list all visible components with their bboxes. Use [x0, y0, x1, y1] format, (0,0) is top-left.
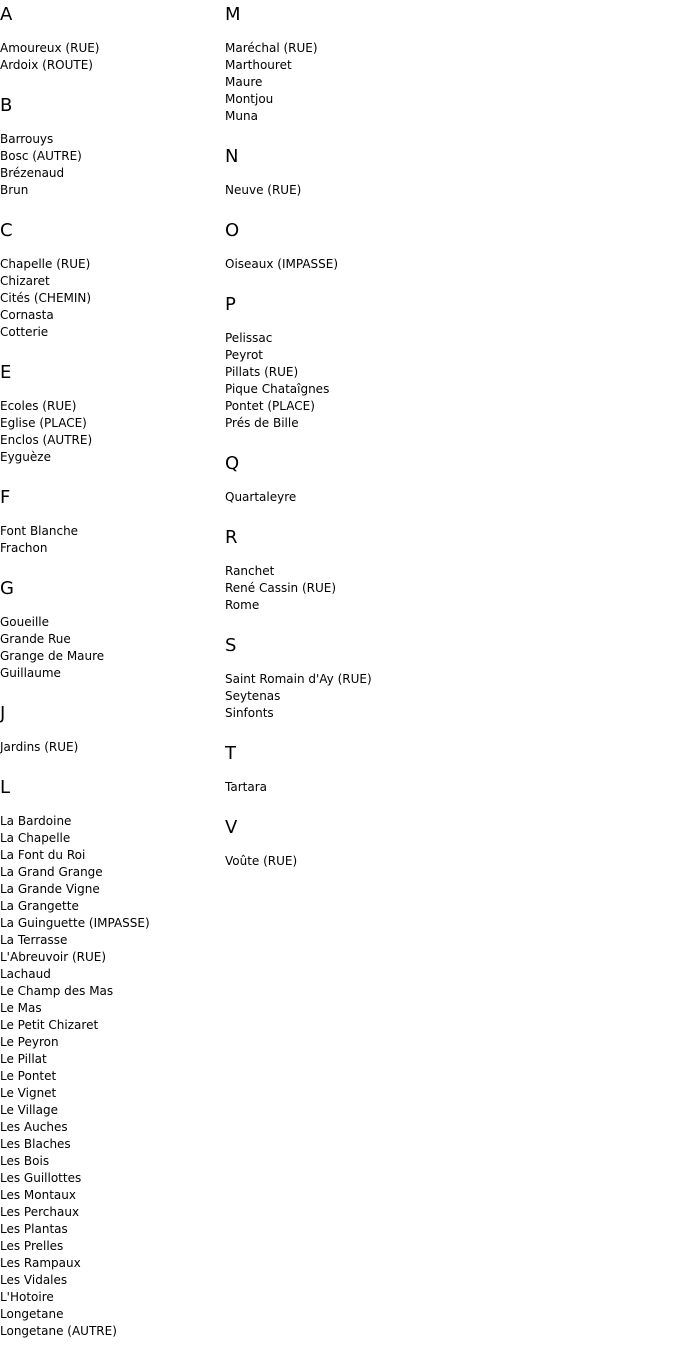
street-list	[0, 398, 225, 466]
street-item: Eglise (PLACE)	[0, 416, 87, 430]
street-item: Pelissac	[225, 331, 273, 345]
street-list	[225, 779, 675, 796]
street-item: Les Perchaux	[0, 1205, 80, 1219]
street-item: Oiseaux (IMPASSE)	[225, 257, 339, 271]
street-item: Maréchal (RUE)	[225, 41, 318, 55]
letter-heading: T	[225, 743, 236, 764]
street-item: L'Hotoire	[0, 1290, 54, 1304]
street-item: Pontet (PLACE)	[225, 399, 315, 413]
street-item: Les Rampaux	[0, 1256, 81, 1270]
street-item: Grange de Maure	[0, 649, 105, 663]
letter-section-p	[225, 290, 675, 432]
street-list	[0, 614, 225, 682]
street-item: Ecoles (RUE)	[0, 399, 77, 413]
street-item: Brézenaud	[0, 166, 65, 180]
street-item: Rome	[225, 598, 260, 612]
street-list	[225, 563, 675, 614]
letter-heading: J	[0, 703, 6, 724]
street-item: La Bardoine	[0, 814, 72, 828]
street-item: Cotterie	[0, 325, 49, 339]
letter-section-o	[225, 216, 675, 273]
street-item: Prés de Bille	[225, 416, 299, 430]
street-item: Neuve (RUE)	[225, 183, 302, 197]
street-item: La Terrasse	[0, 933, 68, 947]
street-item: Seytenas	[225, 689, 281, 703]
street-list	[0, 40, 225, 74]
street-item: Le Pontet	[0, 1069, 57, 1083]
street-list	[225, 182, 675, 199]
street-item: L'Abreuvoir (RUE)	[0, 950, 107, 964]
street-item: Les Blaches	[0, 1137, 71, 1151]
letter-heading: V	[225, 817, 238, 838]
letter-heading: Q	[225, 453, 240, 474]
letter-section-j	[0, 699, 225, 756]
street-item: Ardoix (ROUTE)	[0, 58, 93, 72]
street-item: Cornasta	[0, 308, 54, 322]
street-item: Ranchet	[225, 564, 275, 578]
letter-heading: G	[0, 578, 14, 599]
letter-section-r	[225, 523, 675, 614]
street-item: La Grangette	[0, 899, 79, 913]
street-item: Jardins (RUE)	[0, 740, 79, 754]
street-item: La Guinguette (IMPASSE)	[0, 916, 150, 930]
street-list	[0, 523, 225, 557]
letter-section-s	[225, 631, 675, 722]
letter-heading: F	[0, 487, 11, 508]
street-item: Les Montaux	[0, 1188, 76, 1202]
street-item: Le Vignet	[0, 1086, 57, 1100]
letter-heading: M	[225, 4, 241, 25]
street-item: Le Pillat	[0, 1052, 47, 1066]
street-item: Maure	[225, 75, 263, 89]
street-list	[0, 131, 225, 199]
street-item: La Grand Grange	[0, 865, 103, 879]
street-item: Saint Romain d'Ay (RUE)	[225, 672, 372, 686]
street-item: Bosc (AUTRE)	[0, 149, 82, 163]
street-item: Sinfonts	[225, 706, 274, 720]
letter-heading: A	[0, 4, 13, 25]
letter-section-f	[0, 483, 225, 557]
street-item: Amoureux (RUE)	[0, 41, 100, 55]
street-item: Les Guillottes	[0, 1171, 82, 1185]
letter-heading: E	[0, 362, 12, 383]
street-list	[225, 256, 675, 273]
street-item: Longetane	[0, 1307, 64, 1321]
street-item: Le Petit Chizaret	[0, 1018, 99, 1032]
street-item: René Cassin (RUE)	[225, 581, 337, 595]
street-item: Frachon	[0, 541, 48, 555]
letter-section-q	[225, 449, 675, 506]
letter-section-a	[0, 0, 225, 74]
letter-heading: B	[0, 95, 13, 116]
street-item: Brun	[0, 183, 29, 197]
street-list	[225, 853, 675, 870]
street-item: Les Prelles	[0, 1239, 64, 1253]
letter-section-n	[225, 142, 675, 199]
street-item: Grande Rue	[0, 632, 71, 646]
letter-heading: N	[225, 146, 239, 167]
street-item: Le Champ des Mas	[0, 984, 114, 998]
street-item: Quartaleyre	[225, 490, 297, 504]
street-item: Voûte (RUE)	[225, 854, 298, 868]
street-list	[0, 813, 225, 1340]
street-item: Cités (CHEMIN)	[0, 291, 92, 305]
street-item: Le Village	[0, 1103, 58, 1117]
letter-section-g	[0, 574, 225, 682]
street-item: Les Plantas	[0, 1222, 68, 1236]
street-item: Les Auches	[0, 1120, 68, 1134]
street-item: Pique Chataîgnes	[225, 382, 330, 396]
street-list	[225, 671, 675, 722]
street-item: Barrouys	[0, 132, 54, 146]
street-item: Les Bois	[0, 1154, 50, 1168]
letter-section-l	[0, 773, 225, 1340]
street-item: Eyguèze	[0, 450, 51, 464]
letter-section-c	[0, 216, 225, 341]
letter-heading: S	[225, 635, 237, 656]
street-item: Guillaume	[0, 666, 61, 680]
letter-section-v	[225, 813, 675, 870]
street-item: Le Peyron	[0, 1035, 59, 1049]
left-column	[0, 0, 225, 1357]
street-item: Chapelle (RUE)	[0, 257, 91, 271]
street-item: Le Mas	[0, 1001, 42, 1015]
letter-section-b	[0, 91, 225, 199]
street-list	[225, 330, 675, 432]
street-item: Lachaud	[0, 967, 51, 981]
street-item: Muna	[225, 109, 258, 123]
letter-section-t	[225, 739, 675, 796]
letter-section-e	[0, 358, 225, 466]
street-item: Marthouret	[225, 58, 292, 72]
letter-heading: O	[225, 220, 240, 241]
street-item: La Grande Vigne	[0, 882, 100, 896]
letter-heading: P	[225, 294, 236, 315]
right-column	[225, 0, 675, 887]
street-item: Pillats (RUE)	[225, 365, 299, 379]
street-item: La Font du Roi	[0, 848, 86, 862]
letter-section-m	[225, 0, 675, 125]
street-item: Les Vidales	[0, 1273, 68, 1287]
street-item: La Chapelle	[0, 831, 71, 845]
street-list	[225, 40, 675, 125]
street-list	[0, 739, 225, 756]
street-item: Montjou	[225, 92, 274, 106]
street-item: Enclos (AUTRE)	[0, 433, 93, 447]
street-list	[225, 489, 675, 506]
street-item: Goueille	[0, 615, 50, 629]
letter-heading: C	[0, 220, 13, 241]
street-list	[0, 256, 225, 341]
street-item: Peyrot	[225, 348, 264, 362]
letter-heading: L	[0, 777, 11, 798]
letter-heading: R	[225, 527, 238, 548]
street-item: Tartara	[225, 780, 267, 794]
street-item: Font Blanche	[0, 524, 79, 538]
street-item: Chizaret	[0, 274, 50, 288]
street-item: Longetane (AUTRE)	[0, 1324, 117, 1338]
